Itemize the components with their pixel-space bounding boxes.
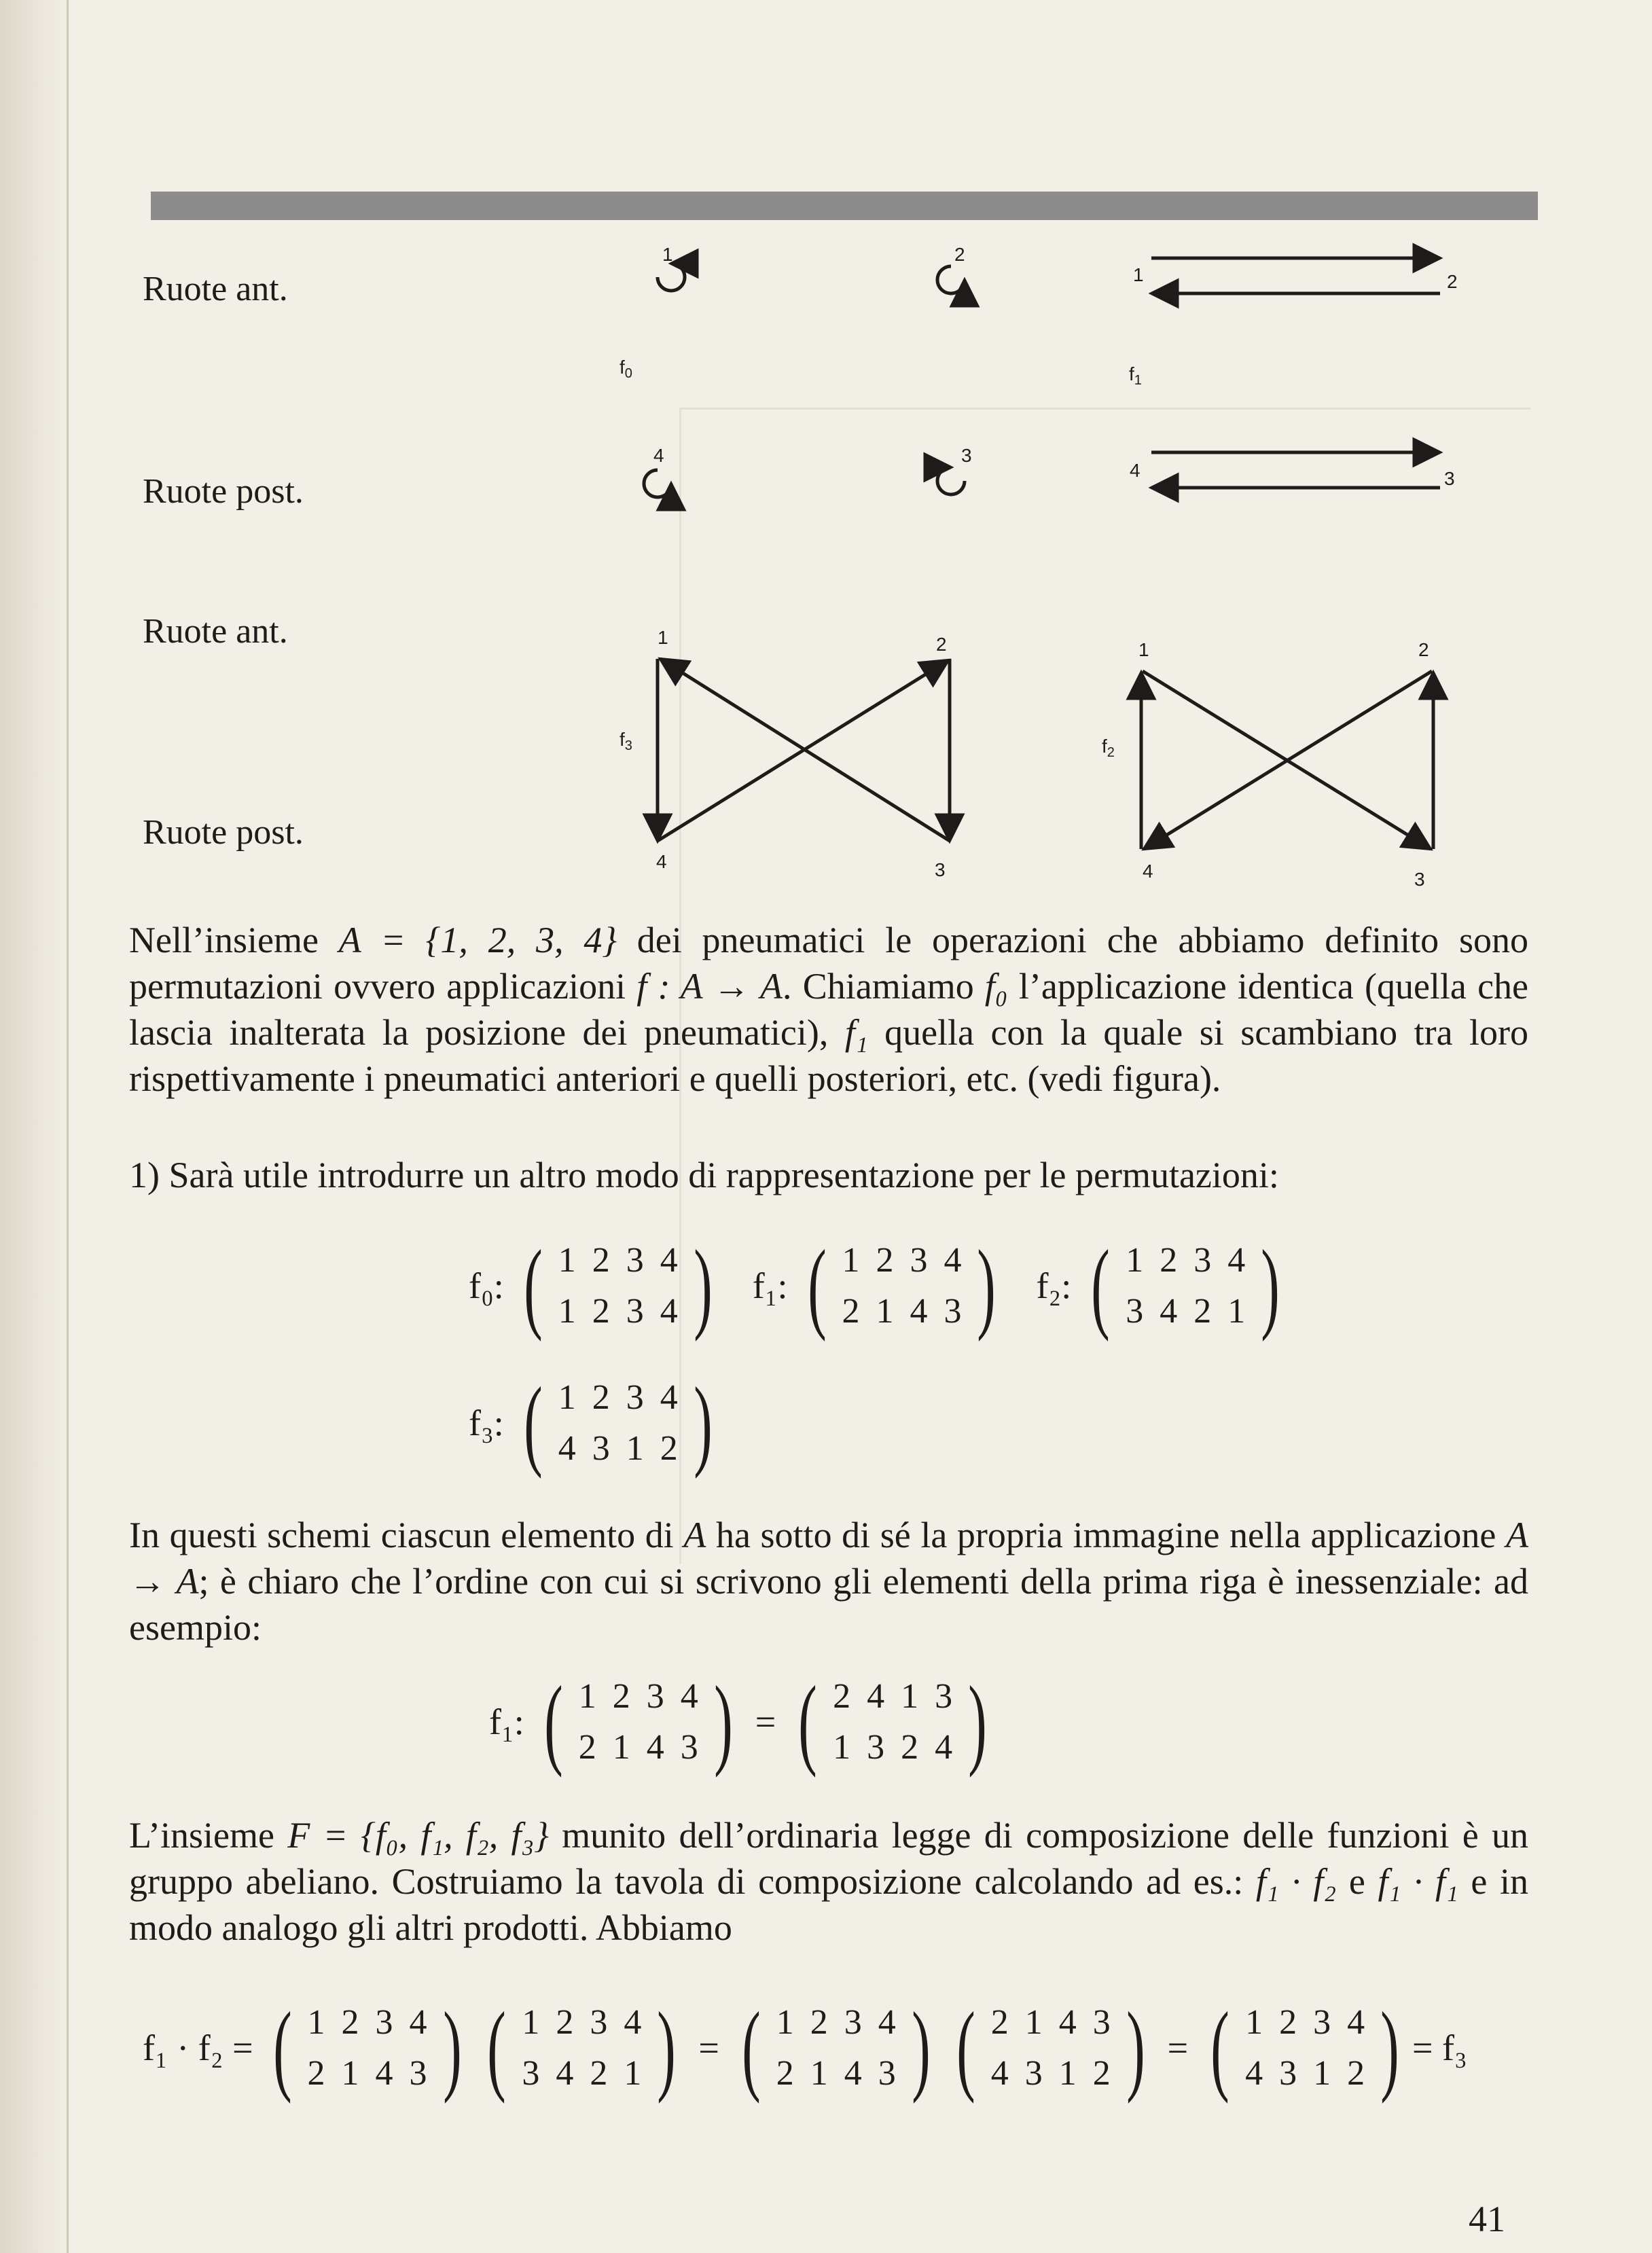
matrix-cell: 4: [660, 1291, 678, 1331]
matrix-cell: 4: [1160, 1291, 1178, 1331]
matrix-cell: 3: [1092, 2002, 1111, 2042]
matrix-cell: 3: [646, 1676, 664, 1716]
matrix-cell: 2: [307, 2053, 325, 2093]
matrix-cell: 1: [842, 1240, 860, 1280]
node-3-f3: 3: [935, 859, 946, 880]
matrix-cell: 3: [626, 1240, 644, 1280]
matrices-row-2: [469, 1367, 725, 1479]
matrix-cell: 2: [810, 2002, 828, 2042]
node-2-f2: 2: [1418, 639, 1429, 660]
matrix-cell: 4: [558, 1428, 576, 1468]
matrix-cell: 2: [592, 1240, 610, 1280]
matrix-cell: 3: [522, 2053, 540, 2093]
left-paren: (: [742, 1991, 761, 2104]
matrix-cell: 2: [1279, 2002, 1297, 2042]
matrix-cell: 4: [990, 2053, 1009, 2093]
permutation-table: [833, 1235, 969, 1337]
left-paren: (: [956, 1991, 975, 2104]
matrix-cell: 3: [1313, 2002, 1331, 2042]
label-f1-matrix: f₁:: [752, 1265, 788, 1306]
loop-4: [644, 470, 671, 497]
matrix-cell: 4: [910, 1291, 928, 1331]
right-paren: ): [714, 1665, 733, 1778]
matrix-cell: 1: [612, 1727, 630, 1767]
label-f3: $f_3$: [620, 729, 632, 753]
label-f1: $f_1$: [1129, 363, 1142, 388]
node-1-f3: 1: [658, 627, 668, 648]
paragraph-intro: Nell’insieme A = {1, 2, 3, 4} dei pneumatici le operazioni che abbiamo definito sono permutazioni ovvero applicazioni f : A → A. Chiamiamo f₀ l’applicazione identica (quella che lascia inalterata la posizione dei pneumatici), f₁ quella con la quale si scambiano tra loro rispettivamente i pneumatici anteriori e quelli posteriori, etc. (vedi figura).: [129, 920, 1529, 1099]
example-equality: [489, 1665, 1000, 1778]
matrix-cell: 1: [1024, 2002, 1043, 2042]
matrix-cell: 2: [592, 1291, 610, 1331]
matrix-cell: 1: [558, 1291, 576, 1331]
node-2-loop: 2: [954, 244, 965, 265]
matrix-cell: 2: [590, 2053, 608, 2093]
left-paren: (: [524, 1229, 543, 1342]
node-4-f2: 4: [1143, 861, 1153, 882]
matrix-cell: 3: [867, 1727, 885, 1767]
matrix-f1-reordered: [791, 1665, 994, 1778]
matrix-f1-example: [537, 1665, 740, 1778]
matrix-cell: 1: [558, 1240, 576, 1280]
left-paren: (: [544, 1665, 563, 1778]
permutation-table: [514, 1997, 649, 2099]
right-paren: ): [694, 1367, 713, 1479]
matrix-cell: 1: [1313, 2053, 1331, 2093]
matrix-cell: 1: [1058, 2053, 1077, 2093]
equals-sign-2: =: [698, 2027, 719, 2068]
label-f0-matrix: f₀:: [469, 1265, 504, 1306]
matrix-cell: 4: [375, 2053, 393, 2093]
matrix-cell: 2: [1092, 2053, 1111, 2093]
node-1-f2: 1: [1138, 639, 1149, 660]
node-4-loop: 4: [653, 445, 664, 466]
right-paren: ): [1380, 1991, 1399, 2104]
matrix-f1: [800, 1229, 1004, 1342]
matrix-cell: 4: [867, 1676, 885, 1716]
matrix-cell: 2: [612, 1676, 630, 1716]
matrix-cell: 2: [556, 2002, 574, 2042]
matrix-cell: 1: [522, 2002, 540, 2042]
matrix-f0: [516, 1229, 720, 1342]
matrix-cell: 2: [578, 1727, 596, 1767]
matrix-cell: 4: [660, 1377, 678, 1417]
matrices-row-1: [469, 1229, 1293, 1342]
node-2-swap: 2: [1447, 271, 1458, 292]
matrix-cell: 4: [624, 2002, 642, 2042]
loop-3: [937, 467, 965, 494]
matrix-cell: 3: [626, 1377, 644, 1417]
matrix-cell: 4: [935, 1727, 953, 1767]
equals-sign: =: [755, 1701, 776, 1742]
matrix-cell: 4: [1347, 2002, 1365, 2042]
matrix-cell: 3: [590, 2002, 608, 2042]
matrix-cell: 2: [876, 1240, 894, 1280]
matrix-cell: 2: [776, 2053, 794, 2093]
matrix-cell: 1: [776, 2002, 794, 2042]
matrix-cell: 3: [1024, 2053, 1043, 2093]
left-paren: (: [272, 1991, 292, 2104]
matrix-cell: 3: [935, 1676, 953, 1716]
matrix-product-f2: [480, 1991, 683, 2104]
matrix-cell: 2: [901, 1727, 919, 1767]
matrix-cell: 3: [1279, 2053, 1297, 2093]
left-paren: (: [524, 1367, 543, 1479]
matrix-cell: 3: [844, 2002, 862, 2042]
node-3-loop: 3: [961, 445, 972, 466]
matrix-cell: 1: [578, 1676, 596, 1716]
permutation-table: [983, 1997, 1119, 2099]
permutation-table: [550, 1372, 686, 1474]
matrix-cell: 2: [990, 2002, 1009, 2042]
right-paren: ): [657, 1991, 677, 2104]
left-paren: (: [1210, 1991, 1229, 2104]
matrix-cell: 4: [556, 2053, 574, 2093]
right-paren: ): [912, 1991, 931, 2104]
left-paren: (: [807, 1229, 827, 1342]
matrix-cell: 4: [409, 2002, 427, 2042]
matrix-cell: 3: [680, 1727, 698, 1767]
matrix-cell: 4: [1245, 2053, 1263, 2093]
paragraph-representation: 1) Sarà utile introdurre un altro modo di rappresentazione per le permutazioni:: [129, 1155, 1279, 1195]
matrix-cell: 1: [876, 1291, 894, 1331]
label-front-wheels-1: Ruote ant.: [143, 270, 288, 308]
matrix-cell: 3: [1126, 1291, 1144, 1331]
equals-sign-3: =: [1167, 2027, 1189, 2068]
permutation-table: [300, 1997, 435, 2099]
right-paren: ): [1261, 1229, 1280, 1342]
matrix-product-c2: [949, 1991, 1153, 2104]
right-paren: ): [694, 1229, 713, 1342]
matrix-cell: 2: [1193, 1291, 1212, 1331]
matrix-cell: 3: [1193, 1240, 1212, 1280]
matrix-cell: 2: [833, 1676, 851, 1716]
node-1-swap: 1: [1133, 264, 1144, 285]
matrix-product-result: [1203, 1991, 1407, 2104]
matrix-cell: 4: [1058, 2002, 1077, 2042]
matrix-cell: 1: [1227, 1291, 1246, 1331]
right-paren: ): [977, 1229, 996, 1342]
node-4-swap: 4: [1130, 460, 1141, 481]
node-4-f3: 4: [656, 851, 667, 872]
left-paren: (: [798, 1665, 817, 1778]
permutation-diagram: [0, 0, 1652, 897]
matrix-cell: 1: [626, 1428, 644, 1468]
matrix-cell: 4: [944, 1240, 962, 1280]
label-front-wheels-2: Ruote ant.: [143, 612, 288, 651]
matrix-cell: 4: [680, 1676, 698, 1716]
matrix-cell: 4: [844, 2053, 862, 2093]
paragraph-group: L’insieme F = {f₀, f₁, f₂, f₃} munito dell’ordinaria legge di composizione delle funzioni è un gruppo abeliano. Costruiamo la tavola di composizione calcolando ad es.: f₁ · f₂ e f₁ · f₁ e in modo analogo gli altri prodotti. Abbiamo: [129, 1815, 1528, 1948]
label-product: f₁ · f₂ =: [143, 2027, 253, 2068]
left-paren: (: [487, 1991, 507, 2104]
right-paren: ): [968, 1665, 987, 1778]
matrix-cell: 4: [1227, 1240, 1246, 1280]
matrix-cell: 1: [901, 1676, 919, 1716]
matrix-cell: 1: [810, 2053, 828, 2093]
paragraph-schemes: In questi schemi ciascun elemento di A ha sotto di sé la propria immagine nella applicazione A → A; è chiaro che l’ordine con cui si scrivono gli elementi della prima riga è inessenziale: ad esempio:: [129, 1515, 1528, 1648]
product-computation: [143, 1991, 1474, 2104]
permutation-table: [1237, 1997, 1373, 2099]
node-1-loop: 1: [662, 244, 673, 265]
matrix-cell: 2: [592, 1377, 610, 1417]
matrix-cell: 2: [1347, 2053, 1365, 2093]
permutation-table: [825, 1671, 960, 1773]
matrix-cell: 2: [842, 1291, 860, 1331]
permutation-table: [768, 1997, 904, 2099]
matrix-cell: 3: [592, 1428, 610, 1468]
matrix-cell: 1: [307, 2002, 325, 2042]
label-f2: $f_2$: [1102, 736, 1115, 760]
matrix-f3: [516, 1367, 720, 1479]
label-rear-wheels-2: Ruote post.: [143, 813, 304, 852]
matrix-cell: 1: [1245, 2002, 1263, 2042]
matrix-cell: 3: [878, 2053, 896, 2093]
label-f2-matrix: f₂:: [1036, 1265, 1072, 1306]
page-number: 41: [1469, 2199, 1505, 2239]
matrix-cell: 3: [409, 2053, 427, 2093]
loop-1: [658, 264, 685, 291]
matrix-cell: 4: [878, 2002, 896, 2042]
matrix-cell: 4: [646, 1727, 664, 1767]
matrix-cell: 3: [910, 1240, 928, 1280]
loop-2: [937, 266, 965, 293]
label-f3-matrix: f₃:: [469, 1403, 504, 1443]
right-paren: ): [442, 1991, 462, 2104]
matrix-f2: [1083, 1229, 1287, 1342]
permutation-table: [1117, 1235, 1253, 1337]
matrix-cell: 2: [341, 2002, 359, 2042]
node-3-swap: 3: [1444, 468, 1455, 489]
matrix-cell: 1: [558, 1377, 576, 1417]
matrix-cell: 1: [1126, 1240, 1144, 1280]
label-example: f₁:: [489, 1701, 524, 1742]
matrix-cell: 2: [1160, 1240, 1178, 1280]
permutation-table: [550, 1235, 686, 1337]
right-paren: ): [1126, 1991, 1145, 2104]
permutation-table: [571, 1671, 706, 1773]
result-f3: = f₃: [1412, 2027, 1467, 2068]
matrix-cell: 2: [660, 1428, 678, 1468]
matrix-product-f1: [266, 1991, 469, 2104]
matrix-cell: 1: [341, 2053, 359, 2093]
node-2-f3: 2: [936, 634, 947, 655]
matrix-cell: 1: [833, 1727, 851, 1767]
node-3-f2: 3: [1414, 869, 1425, 890]
left-paren: (: [1091, 1229, 1110, 1342]
matrix-cell: 3: [626, 1291, 644, 1331]
label-rear-wheels-1: Ruote post.: [143, 472, 304, 511]
matrix-cell: 1: [624, 2053, 642, 2093]
matrix-product-c1: [734, 1991, 938, 2104]
matrix-cell: 3: [375, 2002, 393, 2042]
matrix-cell: 4: [660, 1240, 678, 1280]
label-f0: $f_0$: [620, 357, 632, 381]
matrix-cell: 3: [944, 1291, 962, 1331]
